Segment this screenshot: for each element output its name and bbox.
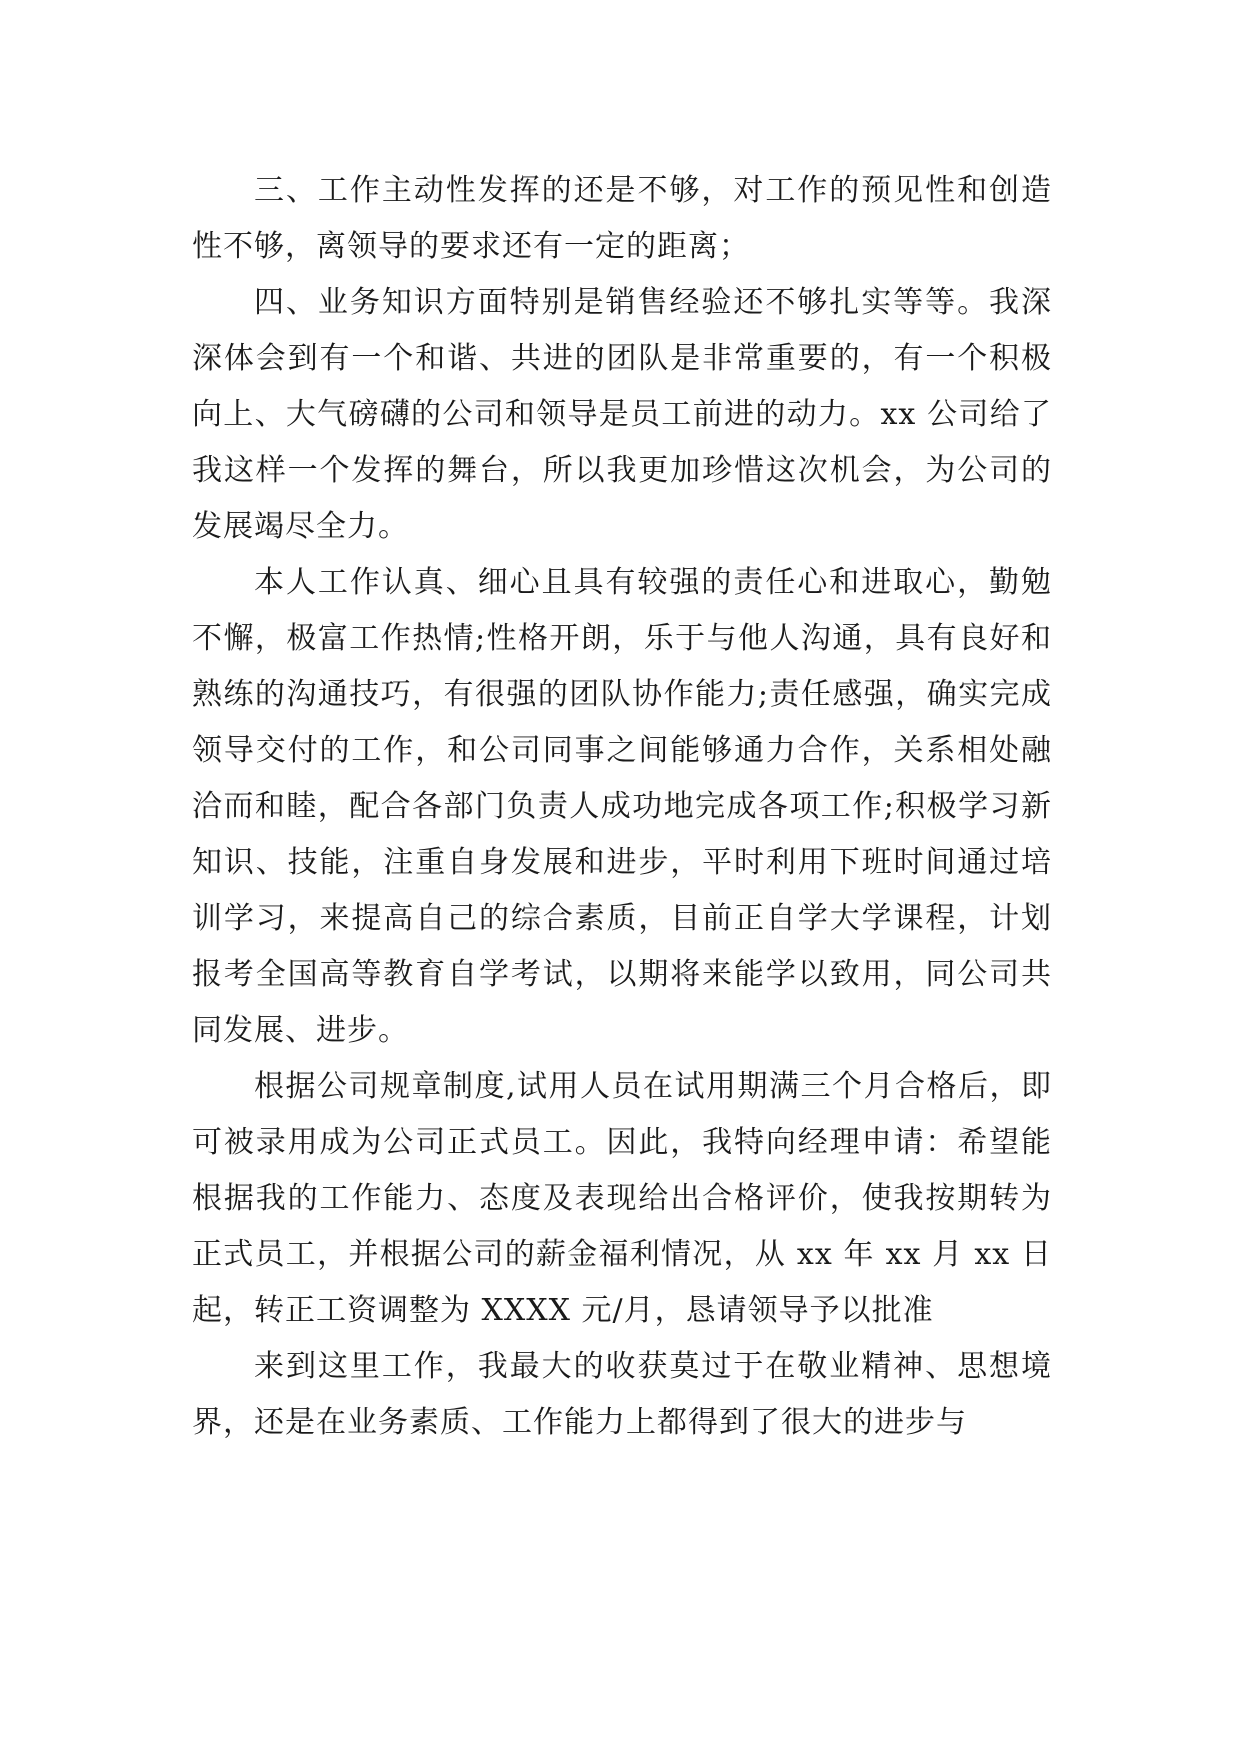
paragraph-self-assessment: 本人工作认真、细心且具有较强的责任心和进取心，勤勉不懈，极富工作热情;性格开朗，乐于与他人沟通，具有良好和熟练的沟通技巧，有很强的团队协作能力;责任感强，确实完成领导交付的工作，和公司同事之间能够通力合作，关系相处融洽而和睦，配合各部门负责人成功地完成各项工作;积极学习新知识、技能，注重自身发展和进步，平时利用下班时间通过培训学习，来提高自己的综合素质，目前正自学大学课程，计划报考全国高等教育自学考试，以期将来能学以致用，同公司共同发展、进步。	[192, 565, 1052, 1048]
paragraph-gains: 来到这里工作，我最大的收获莫过于在敬业精神、思想境界，还是在业务素质、工作能力上都得到了很大的进步与	[192, 1349, 1052, 1440]
paragraph-4-experience: 四、业务知识方面特别是销售经验还不够扎实等等。我深深体会到有一个和谐、共进的团队是非常重要的，有一个积极向上、大气磅礴的公司和领导是员工前进的动力。xx 公司给了我这样一个发挥的舞台，所以我更加珍惜这次机会，为公司的发展竭尽全力。	[192, 285, 1052, 544]
document-body	[192, 163, 1052, 1451]
paragraph-3-shortcomings: 三、工作主动性发挥的还是不够，对工作的预见性和创造性不够，离领导的要求还有一定的距离；	[192, 173, 1052, 264]
paragraph-regularization-request: 根据公司规章制度,试用人员在试用期满三个月合格后，即可被录用成为公司正式员工。因此，我特向经理申请：希望能根据我的工作能力、态度及表现给出合格评价，使我按期转为正式员工，并根据公司的薪金福利情况，从 xx 年 xx 月 xx 日起，转正工资调整为 XXXX 元/月，恳请领导予以批准	[192, 1069, 1052, 1328]
